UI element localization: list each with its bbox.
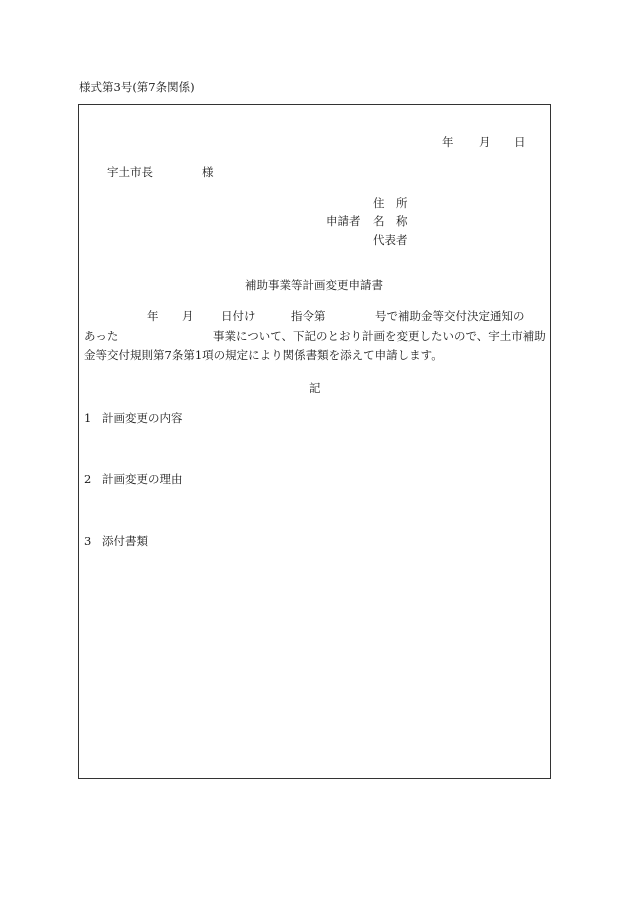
body-directive-label: 指令第 (291, 309, 326, 323)
body-month-label: 月 (182, 309, 194, 323)
form-number: 様式第3号(第7条関係) (79, 80, 195, 94)
ki-label: 記 (309, 381, 321, 395)
body-line2-rest: 事業について、下記のとおり計画を変更したいので、宇土市補助 (213, 329, 546, 343)
item-number: 2 (84, 472, 92, 486)
item-label: 添付書類 (102, 534, 148, 548)
item-number: 3 (84, 534, 92, 548)
addressee-honorific: 様 (202, 165, 214, 179)
date-year-label: 年 (442, 135, 454, 149)
body-line2-start: あった (84, 329, 119, 343)
item-attachments (84, 536, 148, 548)
representative-label: 代表者 (373, 233, 408, 247)
body-dated-label: 日付け (221, 309, 256, 323)
body-line1-rest: 号で補助金等交付決定通知の (375, 309, 525, 323)
date-month-label: 月 (479, 135, 491, 149)
document-title: 補助事業等計画変更申請書 (245, 278, 383, 292)
item-label: 計画変更の理由 (102, 472, 183, 486)
body-line3: 金等交付規則第7条第1項の規定により関係書類を添えて申請します。 (84, 348, 443, 362)
address-label: 住 所 (373, 196, 408, 210)
item-label: 計画変更の内容 (102, 411, 183, 425)
application-form-frame (78, 104, 551, 779)
body-year-label: 年 (147, 309, 159, 323)
item-number: 1 (84, 411, 92, 425)
item-change-reason (84, 474, 183, 486)
item-change-content (84, 413, 183, 425)
addressee-name: 宇土市長 (107, 165, 153, 179)
applicant-label: 申請者 (326, 214, 361, 228)
date-day-label: 日 (514, 135, 526, 149)
name-label: 名 称 (373, 214, 408, 228)
